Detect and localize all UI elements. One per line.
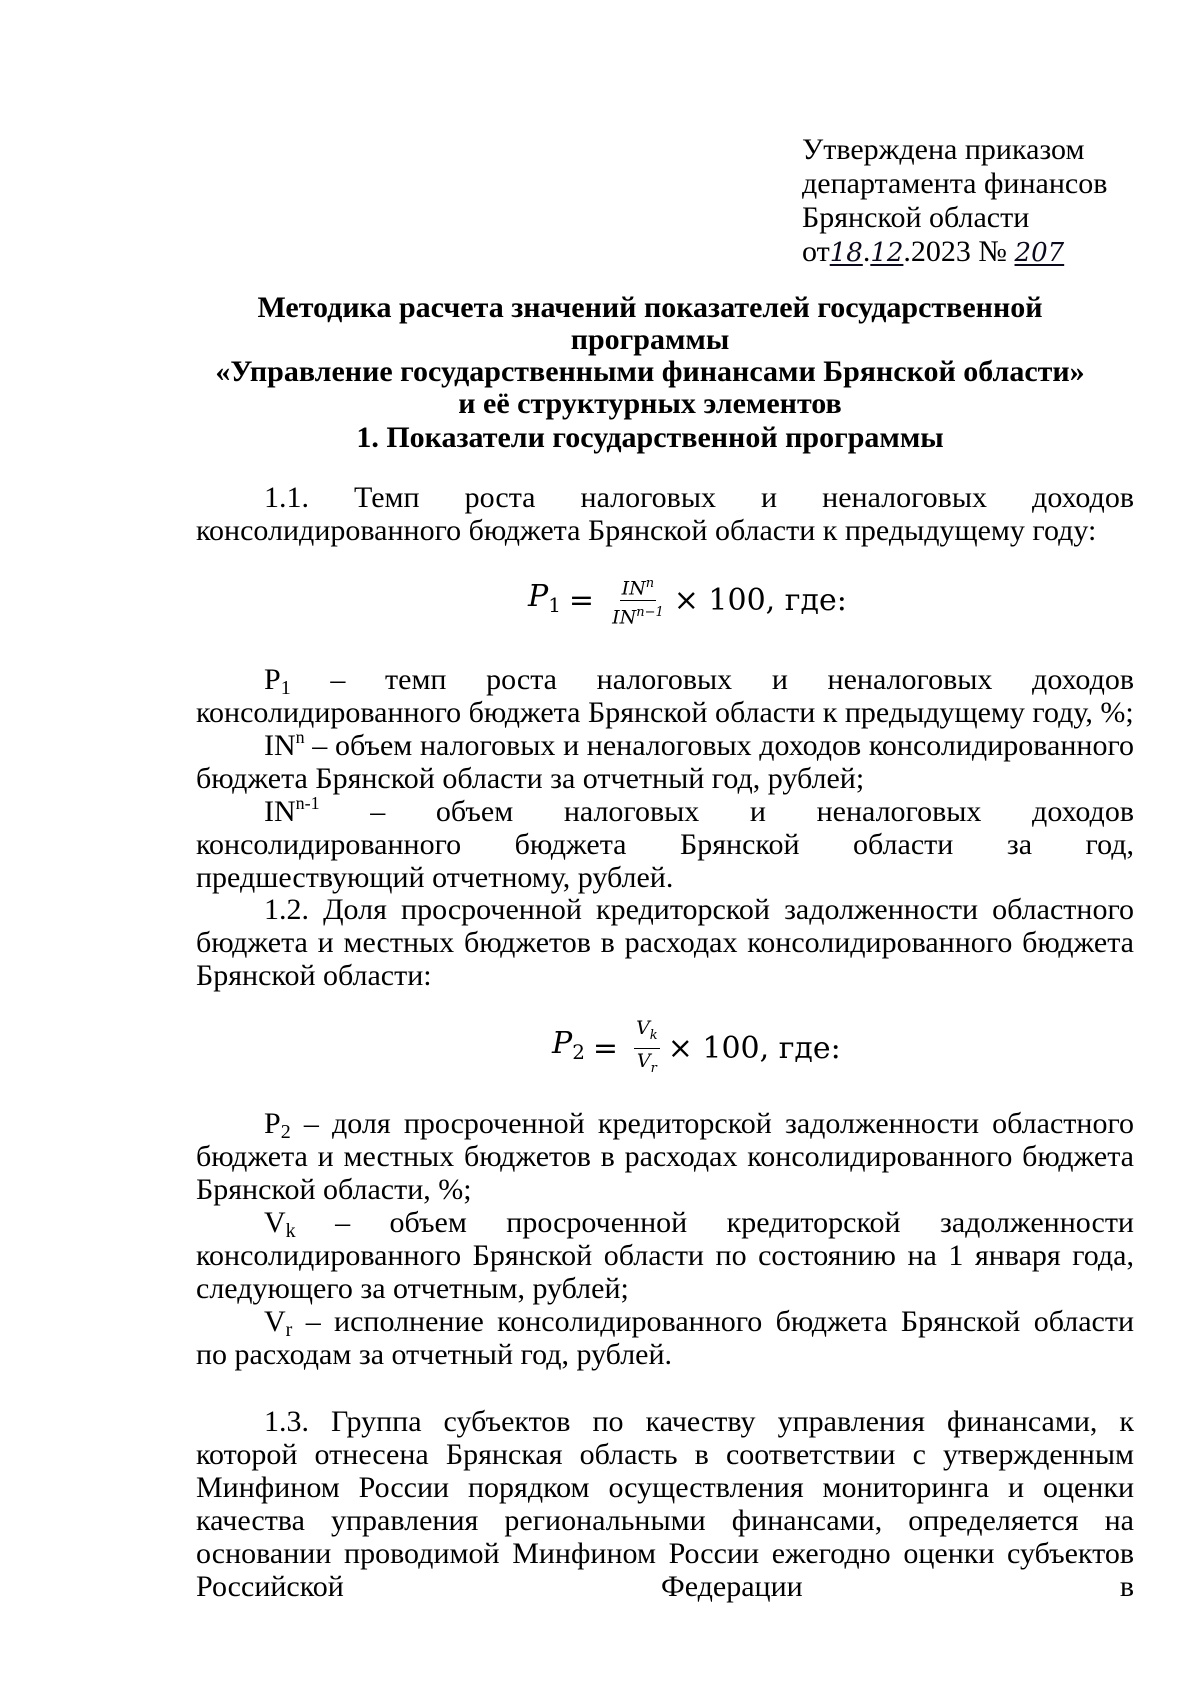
item-1-1-intro: 1.1. Темп роста налоговых и неналоговых доходов консолидированного бюджета Брянской области к предыдущему году:: [196, 481, 1134, 547]
date-prefix: от: [802, 235, 830, 268]
title-line: Методика расчета значений показателей государственной программы: [257, 291, 1043, 356]
handwritten-month: 12: [870, 238, 904, 268]
item-1-2-intro-block: [196, 893, 1134, 992]
approval-line: департамента финансов: [802, 167, 1108, 200]
section-heading: 1. Показатели государственной программы: [356, 421, 944, 454]
handwritten-order-number: 207: [1014, 238, 1065, 268]
date-separator: .: [862, 235, 871, 268]
approval-line: Утверждена приказом: [802, 133, 1085, 166]
formula-lhs: $P_1$: [528, 578, 561, 617]
item-1-2-intro: 1.2. Доля просроченной кредиторской задолженности областного бюджета и местных бюджетов в расходах консолидированного бюджета Брянской области:: [196, 893, 1134, 992]
formula-lhs: $P_2$: [552, 1026, 585, 1065]
item-1-1-intro-block: [196, 481, 1134, 547]
formula-multiplier: × 100, где:: [673, 583, 847, 619]
document-title: [180, 292, 1120, 420]
item-1-3-intro: 1.3. Группа субъектов по качеству управления финансами, к которой отнесена Брянская область в соответствии с утвержденным Минфином России порядком осуществления мониторинга и оценки качества управления региональными финансами, определяется на основании проводимой Минфином России ежегодно оценки субъектов Российской Федерации в: [196, 1405, 1134, 1603]
date-year: .2023 №: [903, 235, 1008, 268]
approval-stamp: [802, 133, 1132, 270]
formula-multiplier: × 100, где:: [667, 1030, 841, 1066]
fraction-numerator: $V_k$: [634, 1017, 660, 1049]
formula-equals: =: [568, 583, 595, 619]
item-1-1-definitions: [196, 663, 1134, 894]
fraction-numerator: $IN^n$: [620, 573, 657, 601]
approval-line: Брянской области: [802, 201, 1030, 234]
formula-fraction: [610, 573, 666, 629]
approval-date-line: [802, 235, 1132, 270]
handwritten-day: 18: [829, 238, 863, 268]
formula-p2: [552, 1017, 841, 1080]
definition-p2: $P_2$ – доля просроченной кредиторской задолженности областного бюджета и местных бюджетов в расходах консолидированного бюджета Брянской области, %;: [196, 1107, 1134, 1206]
definition-p1: $P_1$ – темп роста налоговых и неналоговых доходов консолидированного бюджета Брянской области к предыдущему году, %;: [196, 663, 1134, 729]
definition-in-n: $IN^n$ – объем налоговых и неналоговых доходов консолидированного бюджета Брянской области за отчетный год, рублей;: [196, 727, 1134, 795]
item-1-3-block: [196, 1405, 1134, 1603]
title-line: «Управление государственными финансами Брянской области»: [215, 355, 1085, 388]
definition-in-n-1: IN$^{n-1}$ – объем налоговых и неналоговых доходов консолидированного бюджета Брянской области за год, предшествующий отчетному, рублей.: [196, 793, 1134, 894]
item-1-2-definitions: [196, 1107, 1134, 1371]
fraction-denominator: $IN^{n-1}$: [612, 605, 664, 629]
fraction-denominator: $V_r$: [636, 1049, 657, 1076]
definition-vk: $V_k$ – объем просроченной кредиторской задолженности консолидированного Брянской области по состоянию на 1 января года, следующего за отчетным, рублей;: [196, 1206, 1134, 1305]
formula-p1: [528, 573, 847, 629]
formula-equals: =: [592, 1030, 619, 1066]
definition-vr: $V_r$ – исполнение консолидированного бюджета Брянской области по расходам за отчетный год, рублей.: [196, 1305, 1134, 1371]
formula-fraction: [634, 1017, 660, 1080]
title-line: и её структурных элементов: [458, 387, 842, 420]
